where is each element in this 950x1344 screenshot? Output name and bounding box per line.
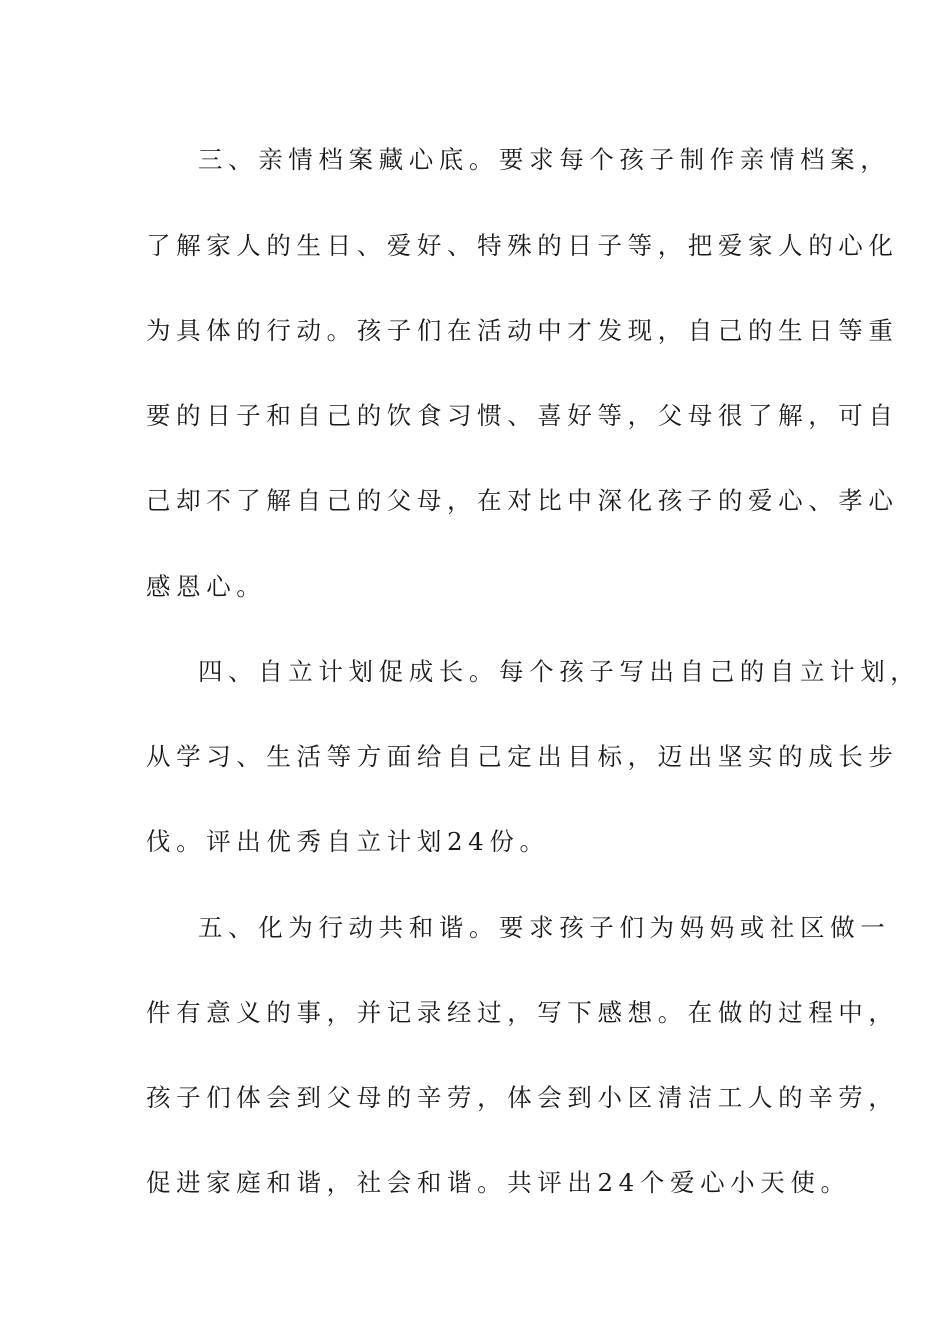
paragraph-3-line-3: 为具体的行动。孩子们在活动中才发现，自己的生日等重 [146,316,899,345]
paragraph-3-line-5: 己却不了解自己的父母，在对比中深化孩子的爱心、孝心 [146,486,899,515]
paragraph-4-line-2: 从学习、生活等方面给自己定出目标，迈出坚实的成长步 [146,742,899,771]
paragraph-5-line-4: 促进家庭和谐，社会和谐。共评出24个爱心小天使。 [146,1168,851,1197]
paragraph-5-line-2: 件有意义的事，并记录经过，写下感想。在做的过程中， [146,998,899,1027]
paragraph-4-line-1: 四、自立计划促成长。每个孩子写出自己的自立计划， [198,657,921,686]
paragraph-3-line-2: 了解家人的生日、爱好、特殊的日子等，把爱家人的心化 [146,231,899,260]
paragraph-5-line-1: 五、化为行动共和谐。要求孩子们为妈妈或社区做一 [198,913,891,942]
paragraph-3-line-1: 三、亲情档案藏心底。要求每个孩子制作亲情档案， [198,145,891,174]
paragraph-3-line-6: 感恩心。 [146,572,267,601]
paragraph-3-line-4: 要的日子和自己的饮食习惯、喜好等，父母很了解，可自 [146,401,899,430]
paragraph-4-line-3: 伐。评出优秀自立计划24份。 [146,827,550,856]
paragraph-5-line-3: 孩子们体会到父母的辛劳，体会到小区清洁工人的辛劳， [146,1083,899,1112]
